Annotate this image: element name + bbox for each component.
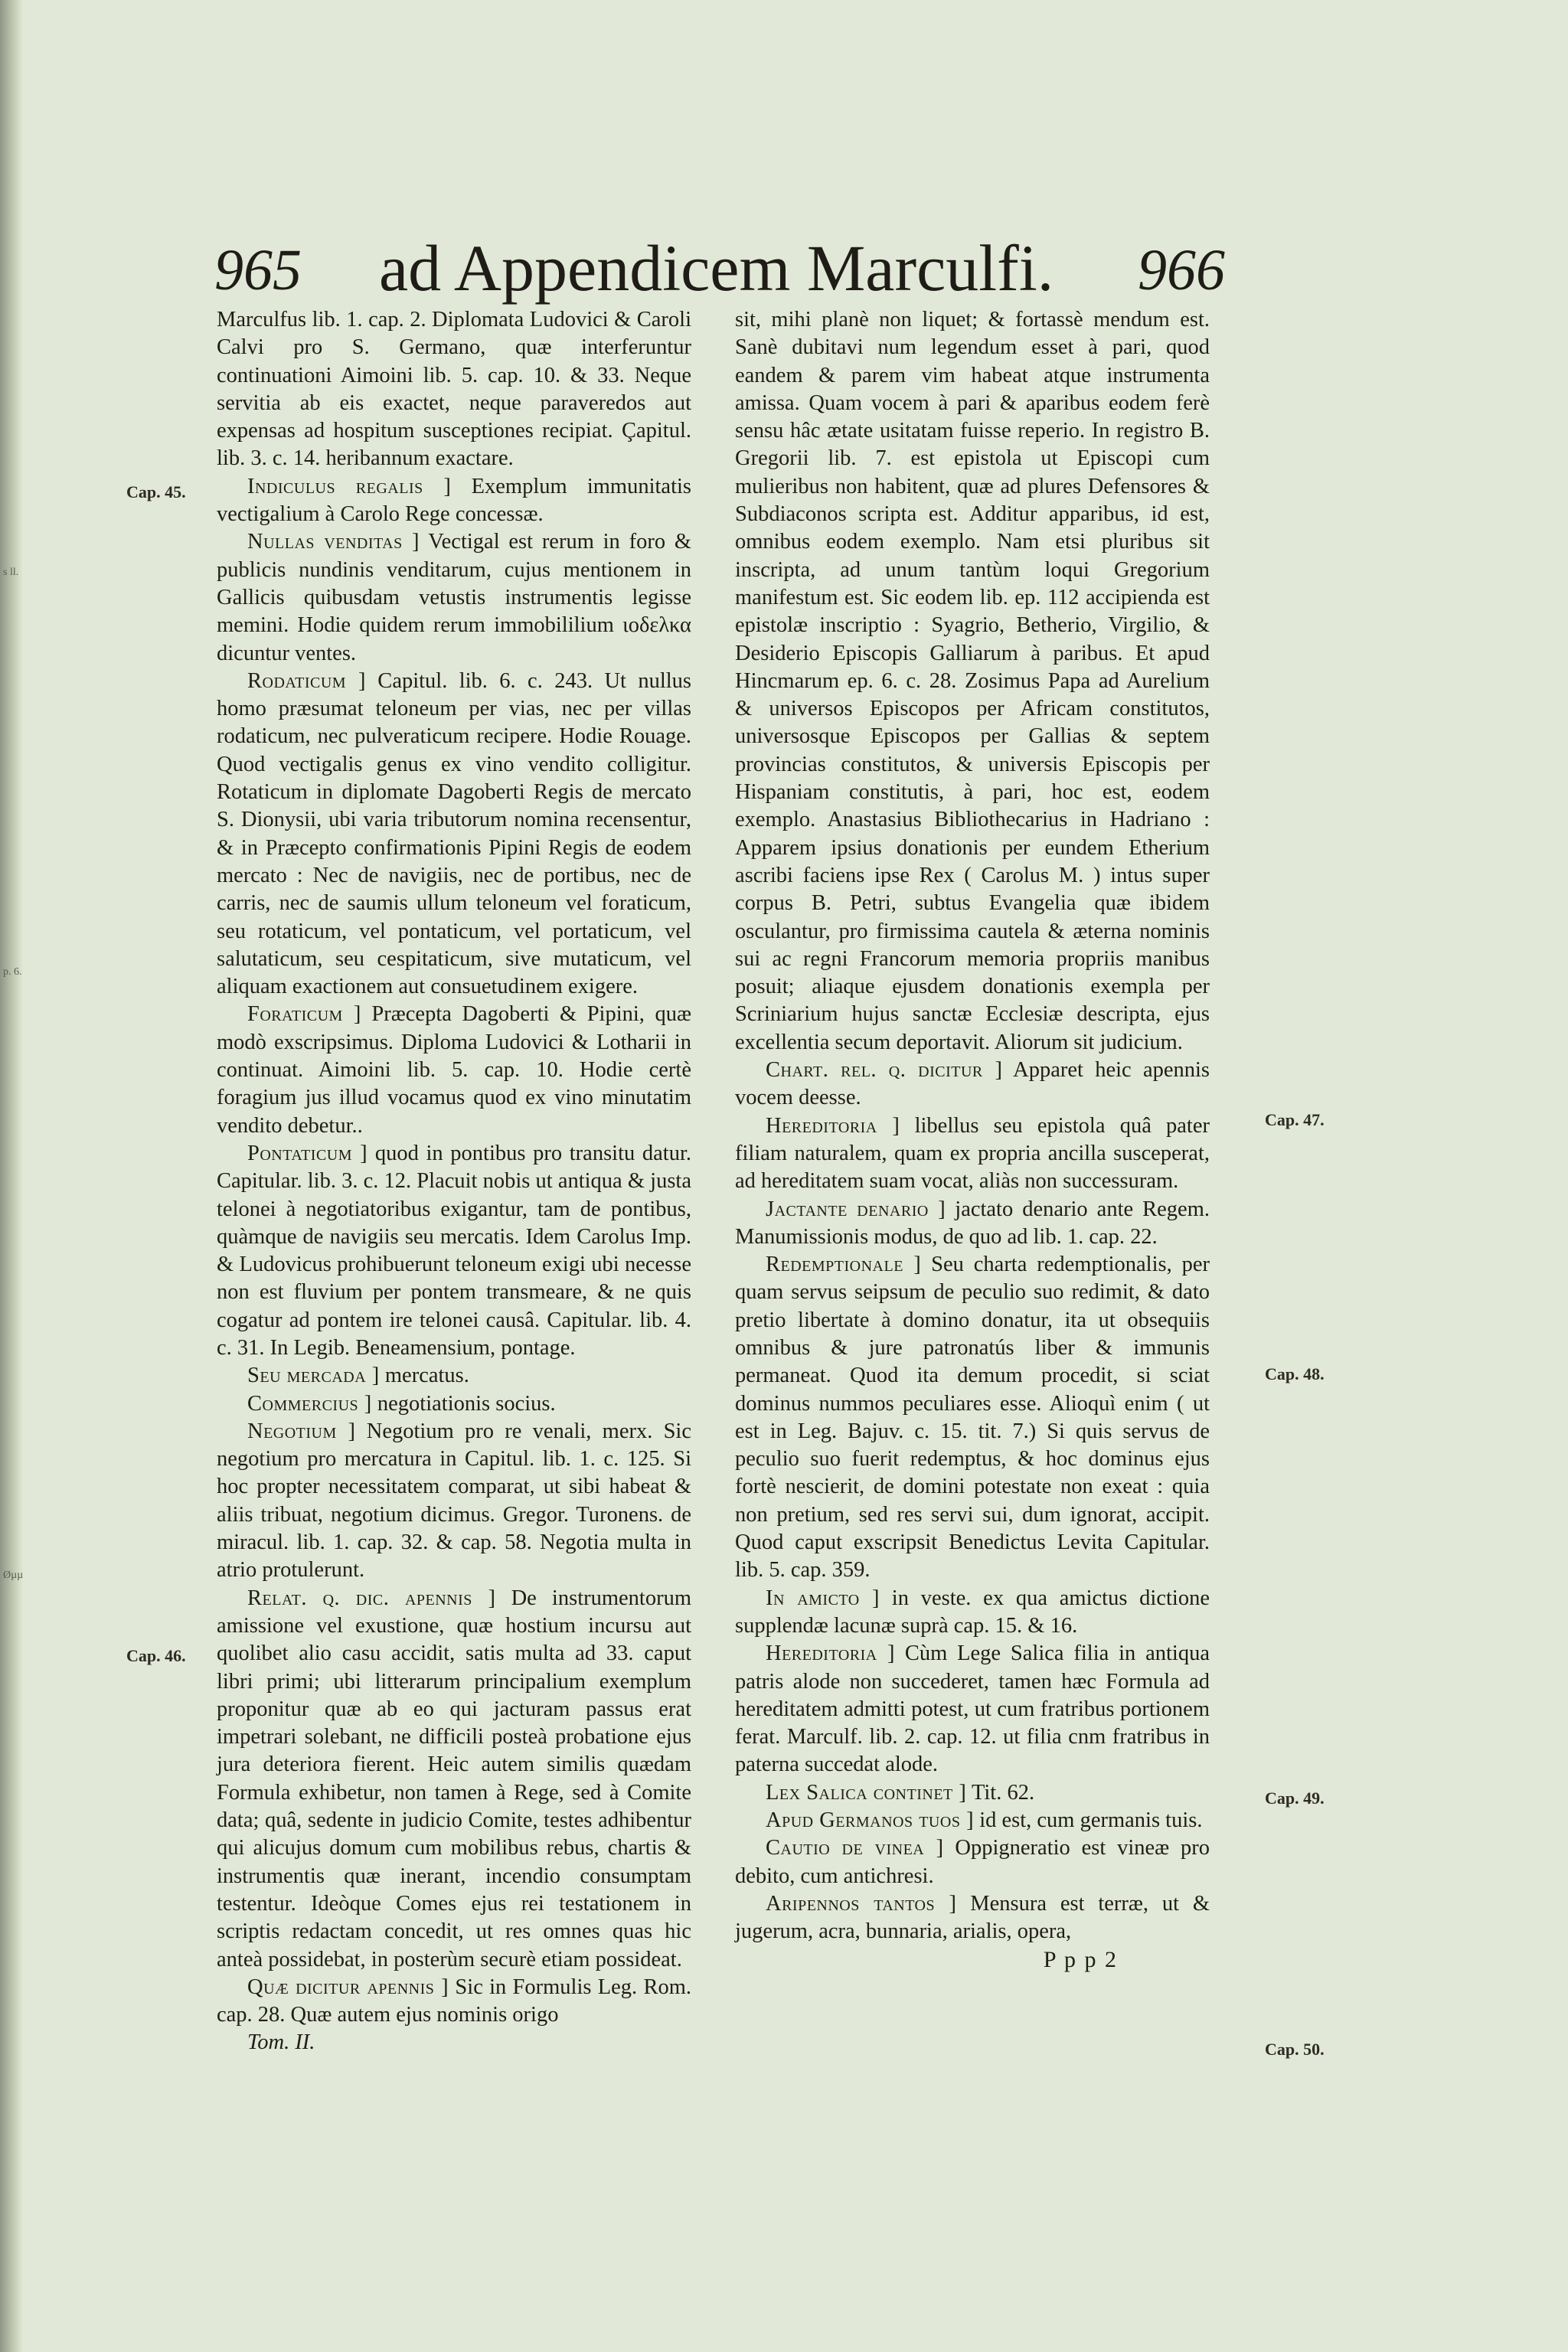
entry [217, 473, 691, 529]
right-column [735, 306, 1210, 1974]
entry [735, 1251, 1210, 1585]
entry [217, 1001, 691, 1139]
entry-text: De instrumentorum amissione vel exustione, quæ hostium incursu aut quolibet alio casu accidit, satis multa ad 33. caput libri primi; ubi litterarum principalium exemplum proponitur quæ ab eo qui jacturam passus erat impetrari solebant, ne difficili posteà probatione ejus jura deteriora fierent. Heic autem similis quædam Formula exhibetur, non tamen à Rege, sed à Comite data; quâ, sedente in judicio Comite, testes adhibentur qui alicujus domum cum mobilibus rebus, chartis & instrumentis quæ inerant, incendio consumptam testentur. Ideòque Comes ejus rei testationem in scriptis redactam concedit, ut res omnes quas hic anteà possidebat, in posterùm securè etiam possideat. [217, 1586, 691, 1971]
entry [217, 1585, 691, 1974]
lemma: Indiculus regalis ] [247, 474, 452, 498]
entry-text: id est, cum germanis tuis. [974, 1808, 1203, 1833]
entry-text: Sic in Formulis Leg. Rom. cap. 28. Quæ autem ejus nominis origo [217, 1975, 691, 2027]
gutter-fragment: s ll. [3, 567, 19, 578]
entry-text: Tit. 62. [966, 1780, 1035, 1805]
volume-footer: Tom. II. [247, 2030, 315, 2055]
entry-text: Seu charta redemptionalis, per quam servus seipsum de peculio suo redimit, & dato pretio libertate à domino donatur, ita ut obsequiis omnibus & jure patronatús liber & immunis permaneat. Quod ita demum procedit, si sciat dominus nummos peculiares esse. Alioquì enim ( ut est in Leg. Bajuv. c. 15. tit. 7.) Si quis servus de peculio suo fuerit redemptus, & hoc dominus ejus fortè nescierit, de domini potestate non exeat : quia non pretium, sed res servi sui, dum ignorat, accipit. Quod caput exscripsit Benedictus Levita Capitular. lib. 5. cap. 359. [735, 1253, 1210, 1583]
margin-note: Cap. 45. [126, 482, 186, 501]
entry [217, 528, 691, 667]
lemma: Relat. q. dic. apennis ] [247, 1586, 496, 1610]
entry [735, 1640, 1210, 1779]
entry-text: jactato denario ante Regem. Manumissionis modus, de quo ad lib. 1. cap. 22. [735, 1197, 1210, 1249]
page-number-left: 965 [214, 238, 302, 302]
gutter-fragment: p. 6. [3, 966, 22, 978]
binding-gutter [0, 0, 23, 2352]
margin-note: Cap. 47. [1265, 1110, 1325, 1129]
entry-text: Exemplum immunitatis vectigalium à Carolo Rege concessæ. [217, 474, 691, 527]
entry [217, 1140, 691, 1362]
entry-text: Negotium pro re venali, merx. Sic negotium pro mercatura in Capitul. lib. 1. c. 125. Si hoc propter necessitatem comparat, ut sibi habeat & aliis tribuat, negotium dicimus. Gregor. Turonens. de miracul. lib. 1. cap. 32. & cap. 58. Negotia multa in atrio protulerunt. [217, 1419, 691, 1583]
page-number-right: 966 [1138, 238, 1225, 302]
running-title: ad Appendicem Marculfi. [379, 231, 1054, 305]
gutter-fragment: Øµµ [3, 1570, 24, 1581]
lemma: Negotium ] [247, 1419, 356, 1443]
entry-text: Mensura est terræ, ut & jugerum, acra, bunnaria, arialis, opera, [735, 1891, 1210, 1944]
entry-text: Oppigneratio est vineæ pro debito, cum antichresi. [735, 1836, 1210, 1888]
entry [735, 1779, 1210, 1807]
entry-text: Cùm Lege Salica filia in antiqua patris alode non succederet, tamen hæc Formula ad hereditatem admitti potest, ut cum fratribus portionem ferat. Marculf. lib. 2. cap. 12. ut filia cnm fratribus in paterna succedat alode. [735, 1642, 1210, 1777]
margin-note: Cap. 48. [1265, 1364, 1325, 1383]
lemma: In amicto ] [766, 1586, 880, 1610]
paragraph [735, 306, 1210, 1057]
paragraph-text: sit, mihi planè non liquet; & fortassè mendum est. Sanè dubitavi num legendum esset à pari, quod eandem & parem vim habeat atque instrumenta amissa. Quam vocem à pari & aparibus eodem ferè sensu hâc ætate usitatam fuisse reperio. In registro B. Gregorii lib. 7. est epistola ut Episcopi cum mulieribus non habitent, quæ ad plures Defensores & Subdiaconos scripta est. Additur apparibus, id est, omnibus eodem exemplo. Nam etsi pluribus sit inscripta, ad unum tantùm loqui Gregorium manifestum est. Sic eodem lib. ep. 112 accipienda est epistolæ inscriptio : Syagrio, Betherio, Virgilio, & Desiderio Episcopis Galliarum à paribus. Et apud Hincmarum ep. 6. c. 28. Zosimus Papa ad Aurelium & universos Episcopos per Africam constitutos, universosque Episcopos per Gallias & septem provincias constitutos, & universis Episcopis per Hispaniam constitutis, à pari, hoc est, eodem exemplo. Anastasius Bibliothecarius in Hadriano : Apparem ipsius donationis per eundem Etherium ascribi faciens ipse Rex ( Carolus M. ) intus super corpus B. Petri, subtus Evangelia quæ ibidem osculantur, pro firmissima cautela & æterna nominis sui ac regni Francorum memoria propriis manibus posuit; aliaque ejusdem donationis exempla per Scriniarium hujus sanctæ Ecclesiæ descripta, ejus excellentia secum deportavit. Aliorum sit judicium. [735, 308, 1210, 1054]
margin-note: Cap. 49. [1265, 1788, 1325, 1808]
lemma: Redemptionale ] [766, 1253, 922, 1277]
entry-text: in veste. ex qua amictus dictione supplendæ lacunæ suprà cap. 15. & 16. [735, 1586, 1210, 1638]
lemma: Lex Salica continet ] [766, 1780, 967, 1805]
entry-text: Vectigal est rerum in foro & publicis nundinis venditarum, cujus mentionem in Gallicis quibusdam vetustis instrumentis legisse memini. Hodie quidem rerum immobililium ιοδελκα dicuntur ventes. [217, 530, 692, 665]
lemma: Quæ dicitur apennis ] [247, 1975, 449, 1999]
lemma: Hereditoria ] [766, 1642, 896, 1666]
paragraph [217, 306, 691, 473]
lemma: Chart. rel. q. dicitur ] [766, 1058, 1003, 1083]
signature-mark: P p p 2 [1043, 1946, 1118, 1972]
lemma: Seu mercada ] [247, 1364, 380, 1388]
entry [217, 1974, 691, 2030]
entry [735, 1807, 1210, 1834]
margin-note: Cap. 46. [126, 1646, 186, 1665]
left-column [217, 306, 691, 2057]
entry [735, 1196, 1210, 1252]
lemma: Foraticum ] [247, 1002, 361, 1027]
lemma: Commercius ] [247, 1391, 372, 1416]
entry-text: Præcepta Dagoberti & Pipini, quæ modò exscripsimus. Diploma Ludovici & Lotharii in continuat. Aimoini lib. 5. cap. 10. Hodie certè foragium jus illud vocamus quod ex vino minutatim vendito debetur.. [217, 1002, 691, 1138]
margin-note: Cap. 50. [1265, 2040, 1325, 2059]
entry [217, 668, 691, 1001]
entry-text: libellus seu epistola quâ pater filiam naturalem, quam ex propria ancilla susceperat, ad hereditatem suam vocat, aliàs non successuram. [735, 1113, 1210, 1194]
entry [217, 1362, 691, 1390]
entry-text: quod in pontibus pro transitu datur. Capitular. lib. 3. c. 12. Placuit nobis ut antiqua & justa telonei à negotiatoribus exigantur, tam de pontibus, quàmque de navigiis seu mercatis. Idem Carolus Imp. & Ludovicus prohibuerunt teloneum exigi ubi necesse non est fluvium per pontem transmeare, & ne quis cogatur ad pontem ire telonei causâ. Capitular. lib. 4. c. 31. In Legib. Beneamensium, pontage. [217, 1141, 692, 1360]
lemma: Apud Germanos tuos ] [766, 1808, 975, 1833]
entry [735, 1834, 1210, 1890]
entry-text: mercatus. [379, 1364, 469, 1388]
paragraph-text: Marculfus lib. 1. cap. 2. Diplomata Ludovici & Caroli Calvi pro S. Germano, quæ interferuntur continuationi Aimoini lib. 5. cap. 10. & 33. Neque servitia ab eis exactet, neque paraveredos aut expensas ad hospitum susceptiones recipiat. Çapitul. lib. 3. c. 14. heribannum exactare. [217, 308, 691, 471]
entry [735, 1890, 1210, 1946]
entry [217, 1418, 691, 1585]
lemma: Nullas venditas ] [247, 530, 420, 554]
lemma: Pontaticum ] [247, 1141, 368, 1165]
entry [735, 1585, 1210, 1641]
lemma: Jactante denario ] [766, 1197, 946, 1221]
entry-text: Capitul. lib. 6. c. 243. Ut nullus homo præsumat teloneum per vias, nec per villas rodaticum, nec pulveraticum recipere. Hodie Rouage. Quod vectigalis genus ex vino vendito colligitur. Rotaticum in diplomate Dagoberti Regis de mercato S. Dionysii, ubi varia tributorum nomina recensentur, & in Præcepto confirmationis Pipini Regis de eodem mercato : Nec de navigiis, nec de portibus, nec de carris, nec de saumis ullum teloneum vel foraticum, seu rotaticum, vel pontaticum, vel portaticum, vel salutaticum, seu cespitaticum, sive mutaticum, vel aliquam exactionem aut consuetudinem exigere. [217, 668, 692, 999]
lemma: Aripennos tantos ] [766, 1891, 957, 1916]
lemma: Cautio de vinea ] [766, 1836, 944, 1860]
lemma: Hereditoria ] [766, 1113, 900, 1138]
entry [735, 1112, 1210, 1196]
lemma: Rodaticum ] [247, 668, 366, 693]
entry [217, 1390, 691, 1418]
entry [735, 1057, 1210, 1112]
entry-text: Apparet heic apennis vocem deesse. [735, 1058, 1210, 1110]
entry-text: negotiationis socius. [371, 1391, 556, 1416]
